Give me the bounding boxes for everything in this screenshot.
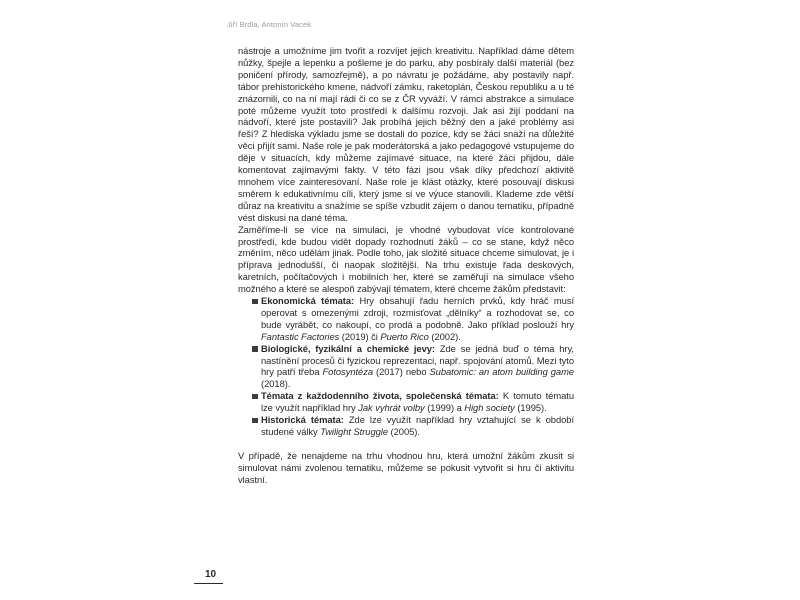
- list-item-title: Ekonomická témata:: [261, 295, 355, 307]
- body-text: [238, 45, 574, 486]
- list-item: [238, 295, 574, 343]
- page-number-rule: [194, 583, 223, 584]
- game-title: Jak vyhrát volby: [358, 402, 425, 414]
- list-item-title: Biologické, fyzikální a chemické jevy:: [261, 342, 435, 354]
- paragraph-spacer: [238, 438, 574, 450]
- list-item: [238, 414, 574, 438]
- paragraph: V případě, že nenajdeme na trhu vhodnou hru, která umožní žákům zkusit si simulovat námi zvolenou tematiku, můžeme se pokusit vytvořit si hru či aktivitu vlastní.: [238, 449, 574, 485]
- list-item-text: (2005).: [388, 426, 420, 437]
- list-item-text: Hry obsahují řadu herních prvků, kdy hráč musí operovat s omezenými zdroji, rozmisťovat „dělníky“ a rozhodovat se, co bude vyrábět, co nakoupí, co prodá a podobně. Jako příklad poslouží hry: [261, 295, 575, 330]
- square-bullet-icon: [252, 418, 258, 424]
- list-item: [238, 390, 574, 414]
- game-title: Twilight Struggle: [320, 426, 388, 437]
- paragraph: Zaměříme-li se více na simulaci, je vhodné vybudovat více kontrolované prostředí, kde budou vidět dopady rozhodnutí žáků – co se stane, když něco změním, něco udělám jinak. Podle toho, jak složité situace chceme simulovat, je i příprava jednodušší, či naopak složitější. Na trhu existuje řada deskových, karetních, počítačových i mobilních her, které se zaměřují na simulace všeho možného a které se alespoň zabývají tématem, které chceme žákům představit:: [238, 223, 574, 295]
- game-title: Subatomic: an atom building game: [429, 366, 575, 378]
- list-item-text: K tomuto tématu lze využít například hry: [261, 390, 574, 414]
- game-title: Fotosyntéza: [322, 366, 374, 378]
- game-title: Fantastic Factories: [261, 330, 340, 342]
- list-item-text: (2018).: [261, 378, 291, 390]
- game-title: High society: [464, 402, 515, 414]
- paragraph: nástroje a umožníme jim tvořit a rozvíjet jejich kreativitu. Například dáme dětem nůžky, špejle a lepenku a pošleme je do parku, aby posbíraly další materiál (bez poničení přírody, samozřejmě), a po návratu je požádáme, aby postavily např. tábor prehistorického kmene, nádvoří zámku, raketoplán, Českou republiku a u té znázornili, co na ní mají rádi či co se z ČR vyváží. V rámci abstrakce a simulace poté můžeme využít toto prostředí k dalšímu rozvoji. Jak asi žijí poddaní na nádvoří, které jste postavili? Jak probíhá jejich běžný den a jaké problémy asi řeší? Z hlediska výkladu jsme se dostali do pozice, kdy se žáci snaží na důležité věci přijít sami. Naše role je pak moderátorská a jako pedagogové vstupujeme do děje v situacích, kdy můžeme zajímavé situace, na které žáci přijdou, dále komentovat zajímavými fakty. V této fázi jsou však díky předchozí aktivitě mnohem více zainteresovaní. Naše role je klást otázky, které posouvají diskusi směrem k edukativnímu cíli, který jsme si ve výuce stanovili. Klademe zde větší důraz na kreativitu a snažíme se spíše vzbudit zájem o danou tematiku, případně vést diskusi na dané téma.: [238, 45, 574, 223]
- game-topic-list: [238, 295, 574, 438]
- square-bullet-icon: [252, 299, 258, 305]
- page-number: 10: [205, 569, 217, 580]
- list-item-text: (1995).: [514, 402, 547, 414]
- running-head-authors: Jiří Brdla, Antonín Vacek: [227, 20, 312, 29]
- list-item: [238, 343, 574, 391]
- list-item-text: (2002).: [428, 330, 461, 342]
- list-item-text: Zde lze využít například hry vztahující se k období studené války: [261, 414, 574, 437]
- game-title: Puerto Rico: [380, 330, 429, 342]
- square-bullet-icon: [252, 394, 258, 400]
- list-item-title: Historická témata:: [261, 414, 344, 426]
- list-item-text: Zde se jedná buď o téma hry, nastínění procesů či fyzickou reprezentaci, např. spojování atomů. Mezi tyto hry patří třeba: [261, 342, 574, 378]
- list-item-text: (2017) nebo: [373, 366, 430, 378]
- square-bullet-icon: [252, 346, 258, 352]
- list-item-title: Témata z každodenního života, společenská témata:: [261, 390, 499, 402]
- list-item-text: (2019) či: [339, 330, 381, 342]
- list-item-text: (1999) a: [424, 402, 465, 414]
